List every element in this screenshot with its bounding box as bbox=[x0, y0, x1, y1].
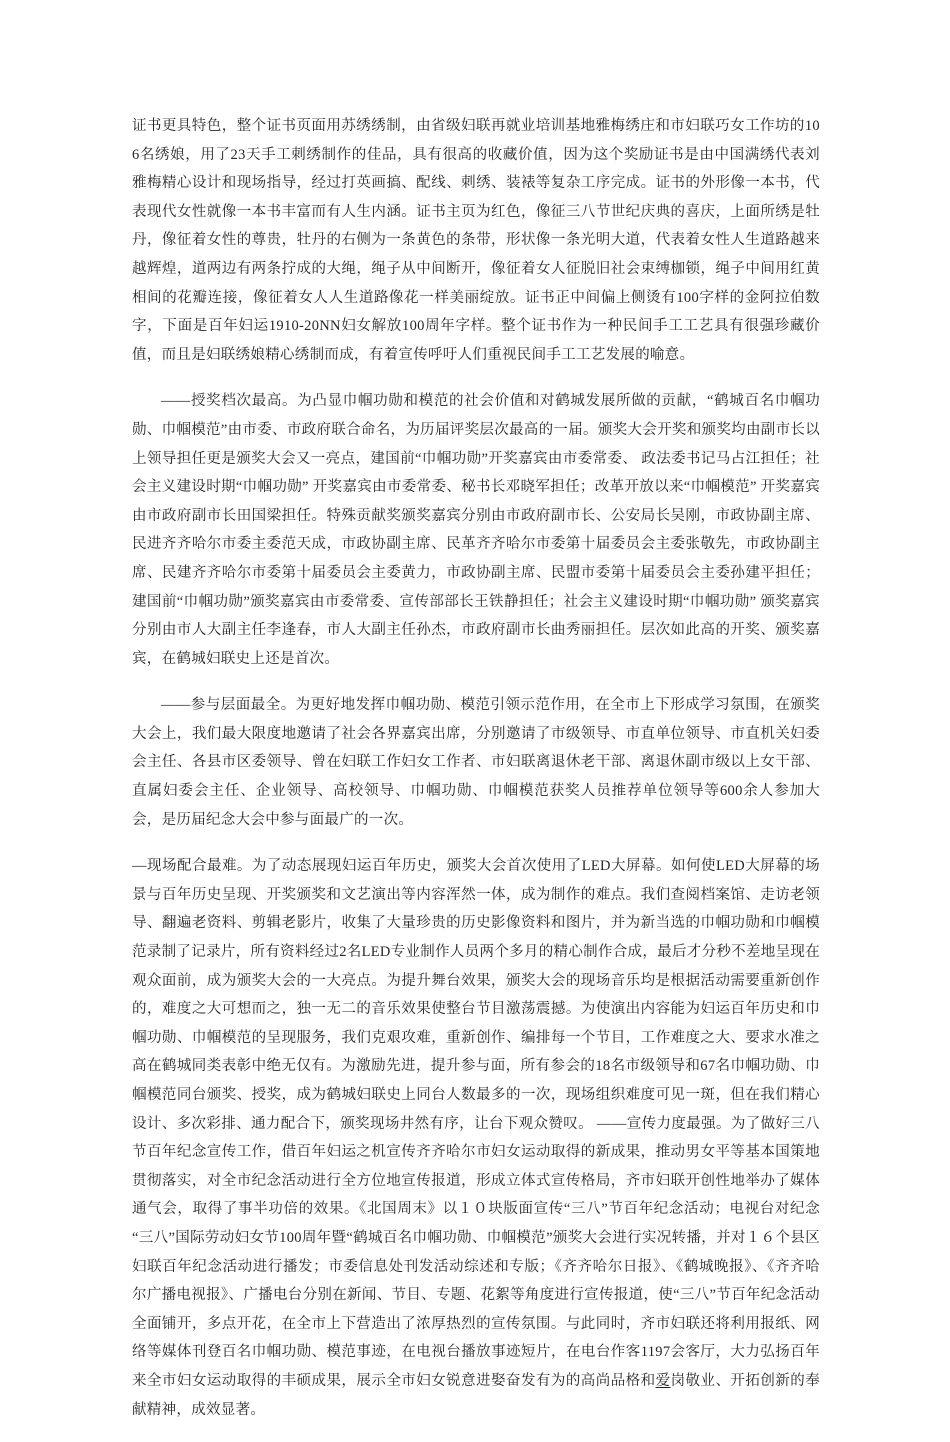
underlined-character: 爱 bbox=[655, 1372, 671, 1389]
paragraph-text-after-underline: 岗敬业、开拓创新的奉献精神，成效显著。 bbox=[132, 1372, 820, 1418]
paragraph-onsite-coordination-and-publicity bbox=[132, 852, 820, 1424]
paragraph-certificate-description: 证书更具特色，整个证书页面用苏绣绣制，由省级妇联再就业培训基地雅梅绣庄和市妇联巧女工作坊的106名绣娘，用了23天手工刺绣制作的佳品，具有很高的收藏价值，因为这个奖励证书是由中国满绣代表刘雅梅精心设计和现场指导，经过打英画搞、配线、刺绣、装裱等复杂工序完成。证书的外形像一本书，代表现代女性就像一本书丰富而有人生内涵。证书主页为红色，像征三八节世纪庆典的喜庆，上面所绣是牡丹，像征着女性的尊贵，牡丹的右侧为一条黄色的条带，形状像一条光明大道，代表着女性人生道路越来越辉煌，道两边有两条拧成的大绳，绳子从中间断开，像征着女人征脱旧社会束缚枷锁，绳子中间用红黄相间的花瓣连接，像征着女人人生道路像花一样美丽绽放。证书正中间偏上侧烫有100字样的金阿拉伯数字，下面是百年妇运1910-20NN妇女解放100周年字样。整个证书作为一种民间手工工艺具有很强珍藏价值，而且是妇联绣娘精心绣制而成，有着宣传呼吁人们重视民间手工工艺发展的喻意。 bbox=[132, 118, 820, 363]
document-page bbox=[132, 112, 820, 1442]
paragraph-award-level: ——授奖档次最高。为凸显巾帼功勋和模范的社会价值和对鹤城发展所做的贡献，“鹤城百名巾帼功勋、巾帼模范”由市委、市政府联合命名，为历届评奖层次最高的一届。颁奖大会开奖和颁奖均由副市长以上领导担任更是颁奖大会又一亮点，建国前“巾帼功勋”开奖嘉宾由市委常委、 政法委书记马占江担任；社会主义建设时期“巾帼功勋” 开奖嘉宾由市委常委、秘书长邓晓军担任；改革开放以来“巾帼模范” 开奖嘉宾由市政府副市长田国梁担任。特殊贡献奖颁奖嘉宾分别由市政府副市长、公安局长吴刚，市政协副主席、民进齐齐哈尔市委主委范天成，市政协副主席、民革齐齐哈尔市委第十届委员会主委张敬先，市政协副主席、民建齐齐哈尔市委第十届委员会主委黄力，市政协副主席、民盟市委第十届委员会主委孙建平担任；建国前“巾帼功勋”颁奖嘉宾由市委常委、宣传部部长王铁静担任；社会主义建设时期“巾帼功勋” 颁奖嘉宾分别由市人大副主任李逢春，市人大副主任孙杰，市政府副市长曲秀丽担任。层次如此高的开奖、颁奖嘉宾，在鹤城妇联史上还是首次。 bbox=[132, 393, 820, 667]
paragraph-text-before-underline: —现场配合最难。为了动态展现妇运百年历史，颁奖大会首次使用了LED大屏幕。如何使LED大屏幕的场景与百年历史呈现、开奖颁奖和文艺演出等内容浑然一体，成为制作的难点。我们查阅档案馆、走访老领导、翻遍老资料、剪辑老影片，收集了大量珍贵的历史影像资料和图片，并为新当选的巾帼功勋和巾帼模范录制了记录片，所有资料经过2名LED专业制作人员两个多月的精心制作合成，最后才分秒不差地呈现在观众面前，成为颁奖大会的一大亮点。为提升舞台效果，颁奖大会的现场音乐均是根据活动需要重新创作的，难度之大可想而之，独一无二的音乐效果使整台节目激荡震撼。为使演出内容能为妇运百年历史和巾帼功勋、巾帼模范的呈现服务，我们克艰攻难，重新创作、编排每一个节目，工作难度之大、要求水准之高在鹤城同类表彰中绝无仅有。为激励先进，提升参与面，所有参会的18名市级领导和67名巾帼功勋、巾帼模范同台颁奖、授奖，成为鹤城妇联史上同台人数最多的一次，现场组织难度可见一斑，但在我们精心设计、多次彩排、通力配合下，颁奖现场井然有序，让台下观众赞叹。 ——宣传力度最强。为了做好三八节百年纪念宣传工作，借百年妇运之机宣传齐齐哈尔市妇女运动取得的新成果，推动男女平等基本国策地贯彻落实，对全市纪念活动进行全方位地宣传报道，形成立体式宣传格局，齐市妇联开创性地举办了媒体通气会，取得了事半功倍的效果。《北国周末》以１０块版面宣传“三八”节百年纪念活动；电视台对纪念“三八”国际劳动妇女节100周年暨“鹤城百名巾帼功勋、巾帼模范”颁奖大会进行实况转播，并对１６个县区妇联百年纪念活动进行播发；市委信息处刊发活动综述和专版；《齐齐哈尔日报》、《鹤城晚报》、《齐齐哈尔广播电视报》、广播电台分别在新闻、节目、专题、花絮等角度进行宣传报道，使“三八”节百年纪念活动全面铺开，多点开花，在全市上下营造出了浓厚热烈的宣传氛围。与此同时，齐市妇联还将利用报纸、网络等媒体刊登百名巾帼功勋、模范事迹，在电视台播放事迹短片，在电台作客1197会客厅，大力弘扬百年来全市妇女运动取得的丰硕成果，展示全市妇女锐意进娶奋发有为的高尚品格和 bbox=[132, 858, 820, 1389]
paragraph-participation-scope: ——参与层面最全。为更好地发挥巾帼功勋、模范引领示范作用，在全市上下形成学习氛围，在颁奖大会上，我们最大限度地邀请了社会各界嘉宾出席，分别邀请了市级领导、市直单位领导、市直机关妇委会主任、各县市区委领导、曾在妇联工作妇女工作者、市妇联离退休老干部、离退休副市级以上女干部、直属妇委会主任、企业领导、高校领导、巾帼功勋、巾帼模范获奖人员推荐单位领导等600余人参加大会，是历届纪念大会中参与面最广的一次。 bbox=[132, 697, 820, 828]
